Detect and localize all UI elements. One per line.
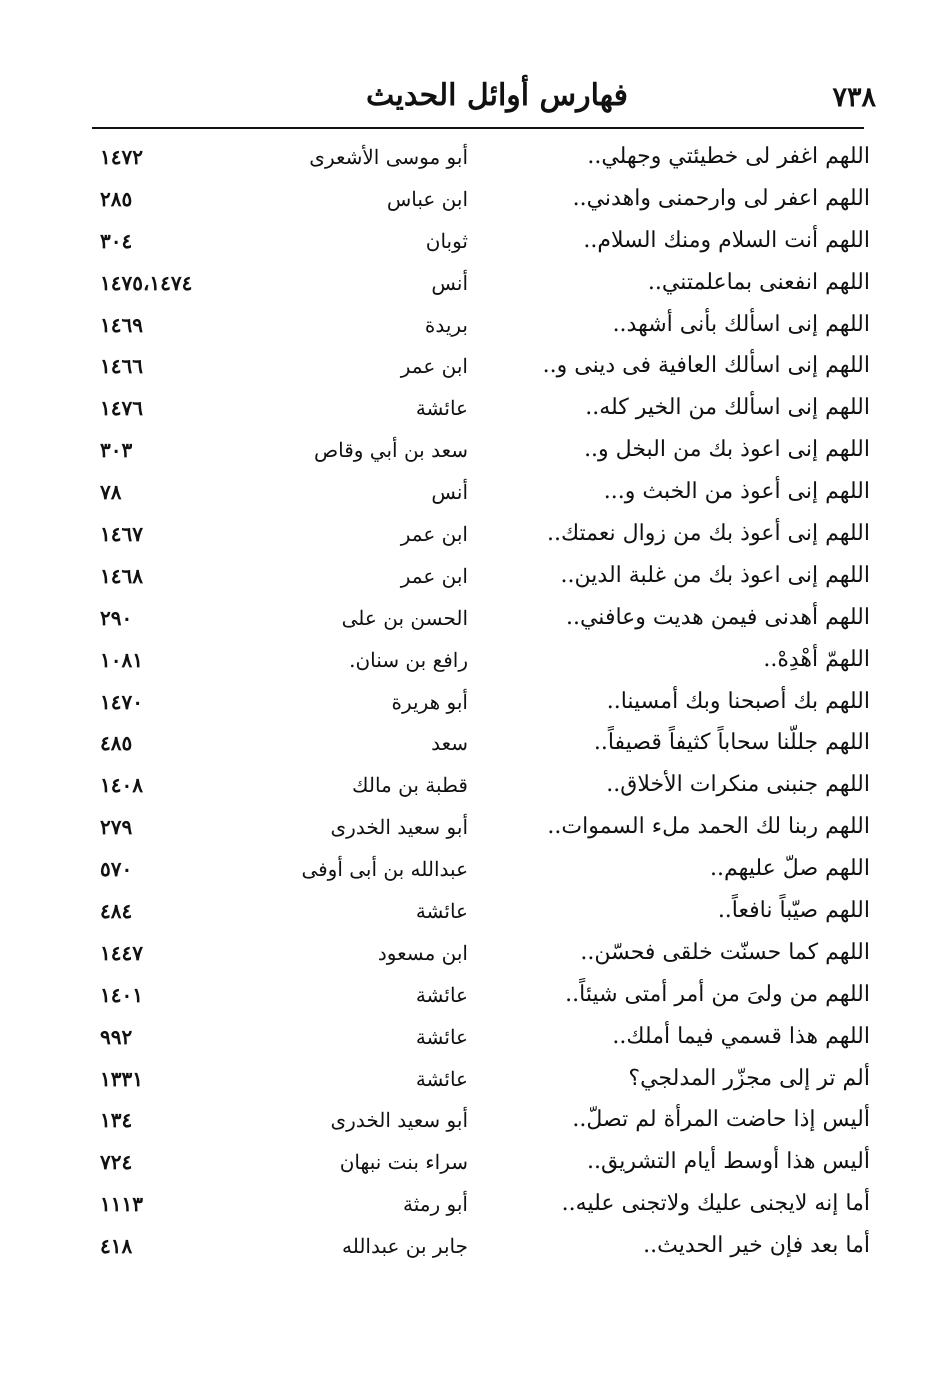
hadith-number: ١٣٤ — [100, 1108, 133, 1133]
hadith-opening: اللهم إنى اسألك العافية فى دينى و.. — [542, 353, 870, 379]
hadith-number: ١٤٧٦ — [100, 396, 143, 421]
narrator: عائشة — [415, 1066, 468, 1091]
hadith-number: ١٤٤٧ — [100, 940, 143, 965]
index-row — [60, 263, 870, 305]
index-row — [60, 472, 870, 514]
narrator: قطبة بن مالك — [352, 773, 468, 798]
index-row — [60, 514, 870, 556]
hadith-number: ١٤٦٨ — [100, 563, 143, 588]
narrator: أبو هريرة — [391, 689, 468, 714]
hadith-number: ٢٧٩ — [100, 815, 133, 840]
narrator: ابن عمر — [400, 522, 468, 547]
hadith-opening: أما إنه لايجنى عليك ولاتجنى عليه.. — [561, 1191, 870, 1217]
hadith-number: ٤٨٤ — [100, 899, 133, 924]
hadith-number: ١٤٧٠ — [100, 689, 143, 714]
narrator: سراء بنت نبهان — [339, 1150, 468, 1175]
index-row — [60, 975, 870, 1017]
page-number: ٧٣٨ — [832, 82, 876, 113]
hadith-number: ٤٨٥ — [100, 731, 133, 756]
hadith-opening: اللهم صلّ عليهم.. — [709, 856, 870, 882]
index-row — [60, 1100, 870, 1142]
index-row — [60, 388, 870, 430]
index-row — [60, 1017, 870, 1059]
index-row — [60, 765, 870, 807]
hadith-opening: اللهم إنى اعوذ بك من غلبة الدين.. — [560, 562, 870, 588]
index-row — [60, 1226, 870, 1268]
index-row — [60, 598, 870, 640]
hadith-number: ٩٩٢ — [100, 1024, 133, 1049]
hadith-opening: اللهم من ولىَ من أمر أمتى شيئاً.. — [565, 981, 870, 1007]
narrator: ابن عمر — [400, 354, 468, 379]
narrator: أبو سعيد الخدرى — [330, 1108, 468, 1133]
index-row — [60, 556, 870, 598]
hadith-number: ٣٠٣ — [100, 438, 133, 463]
hadith-opening: اللهم إنى أعوذ بك من زوال نعمتك.. — [547, 521, 870, 547]
index-row — [60, 807, 870, 849]
index-row — [60, 305, 870, 347]
hadith-opening: اللهم بك أصبحنا وبك أمسينا.. — [606, 688, 870, 714]
hadith-opening: أما بعد فإن خير الحديث.. — [643, 1233, 870, 1259]
index-row — [60, 346, 870, 388]
narrator: عائشة — [415, 899, 468, 924]
index-row — [60, 430, 870, 472]
hadith-number: ١٤٦٩ — [100, 312, 143, 337]
hadith-opening: اللهم انفعنى بماعلمتني.. — [647, 269, 870, 295]
index-row — [60, 1142, 870, 1184]
hadith-opening: اللهم إنى أعوذ من الخبث و... — [603, 479, 870, 505]
narrator: أبو رمثة — [403, 1192, 468, 1217]
hadith-opening: اللهم إنى اسألك بأنى أشهد.. — [612, 311, 870, 337]
narrator: جابر بن عبدالله — [341, 1234, 468, 1259]
narrator: ثوبان — [425, 228, 468, 253]
header-rule — [92, 127, 864, 129]
page-title: فهارس أوائل الحديث — [366, 78, 628, 113]
hadith-number: ٧٨ — [100, 480, 122, 505]
hadith-number: ١٣٣١ — [100, 1066, 143, 1091]
hadith-opening: اللهم إنى اعوذ بك من البخل و.. — [584, 437, 870, 463]
index-row — [60, 137, 870, 179]
hadith-number: ٧٢٤ — [100, 1150, 133, 1175]
hadith-number: ١٠٨١ — [100, 647, 143, 672]
index-row — [60, 723, 870, 765]
hadith-number: ١٤٧٢ — [100, 145, 143, 169]
hadith-number: ١٤٠٨ — [100, 773, 143, 798]
hadith-index-list — [60, 137, 870, 1268]
index-row — [60, 640, 870, 682]
narrator: عائشة — [415, 1024, 468, 1049]
hadith-opening: اللهم صيّباً نافعاً.. — [717, 898, 870, 924]
hadith-number: ١٤٦٦ — [100, 354, 143, 379]
hadith-opening: اللهم كما حسنّت خلقى فحسّن.. — [580, 939, 870, 965]
narrator: رافع بن سنان. — [349, 647, 468, 672]
hadith-opening: اللهمّ أهْدِهْ.. — [763, 646, 870, 672]
hadith-opening: اللهم أنت السلام ومنك السلام.. — [583, 227, 870, 253]
narrator: الحسن بن على — [341, 605, 468, 630]
narrator: أنس — [431, 480, 468, 505]
narrator: سعد — [431, 731, 468, 756]
hadith-number: ٤١٨ — [100, 1234, 133, 1259]
hadith-number: ٥٧٠ — [100, 857, 133, 882]
index-row — [60, 221, 870, 263]
hadith-opening: أليس هذا أوسط أيام التشريق.. — [586, 1149, 870, 1175]
hadith-number: ٢٩٠ — [100, 605, 133, 630]
hadith-opening: اللهم إنى اسألك من الخير كله.. — [585, 395, 870, 421]
narrator: أبو موسى الأشعرى — [309, 145, 468, 169]
hadith-opening: اللهم أهدنى فيمن هديت وعافني.. — [565, 604, 870, 630]
hadith-number: ١٤٧٥،١٤٧٤ — [100, 270, 193, 295]
hadith-opening: اللهم ربنا لك الحمد ملء السموات.. — [547, 814, 870, 840]
hadith-number: ١٤٦٧ — [100, 522, 143, 547]
index-row — [60, 891, 870, 933]
hadith-opening: اللهم اغفر لى خطيئتي وجهلي.. — [587, 144, 870, 169]
narrator: عائشة — [415, 982, 468, 1007]
index-row — [60, 933, 870, 975]
index-row — [60, 1184, 870, 1226]
hadith-opening: اللهم هذا قسمي فيما أملك.. — [612, 1023, 870, 1049]
narrator: ابن عباس — [386, 186, 468, 211]
hadith-opening: اللهم اعفر لى وارحمنى واهدني.. — [572, 185, 870, 211]
narrator: أبو سعيد الخدرى — [330, 815, 468, 840]
hadith-opening: اللهم جللّنا سحاباً كثيفاً قصيفاً.. — [593, 730, 870, 756]
hadith-number: ٣٠٤ — [100, 228, 133, 253]
hadith-number: ٢٨٥ — [100, 186, 133, 211]
index-row — [60, 849, 870, 891]
index-row — [60, 682, 870, 724]
hadith-number: ١١١٣ — [100, 1192, 143, 1217]
index-row — [60, 1059, 870, 1101]
narrator: أنس — [431, 270, 468, 295]
hadith-opening: اللهم جنبنى منكرات الأخلاق.. — [606, 772, 870, 798]
narrator: عبدالله بن أبى أوفى — [301, 857, 468, 882]
hadith-opening: أليس إذا حاضت المرأة لم تصلّ.. — [572, 1107, 870, 1133]
narrator: عائشة — [415, 396, 468, 421]
narrator: سعد بن أبي وقاص — [313, 438, 468, 463]
narrator: بريدة — [424, 312, 468, 337]
hadith-opening: ألم تر إلى مجزّر المدلجي؟ — [628, 1065, 870, 1091]
narrator: ابن عمر — [400, 563, 468, 588]
index-row — [60, 179, 870, 221]
page-header — [92, 78, 876, 122]
narrator: ابن مسعود — [377, 940, 468, 965]
hadith-number: ١٤٠١ — [100, 982, 143, 1007]
